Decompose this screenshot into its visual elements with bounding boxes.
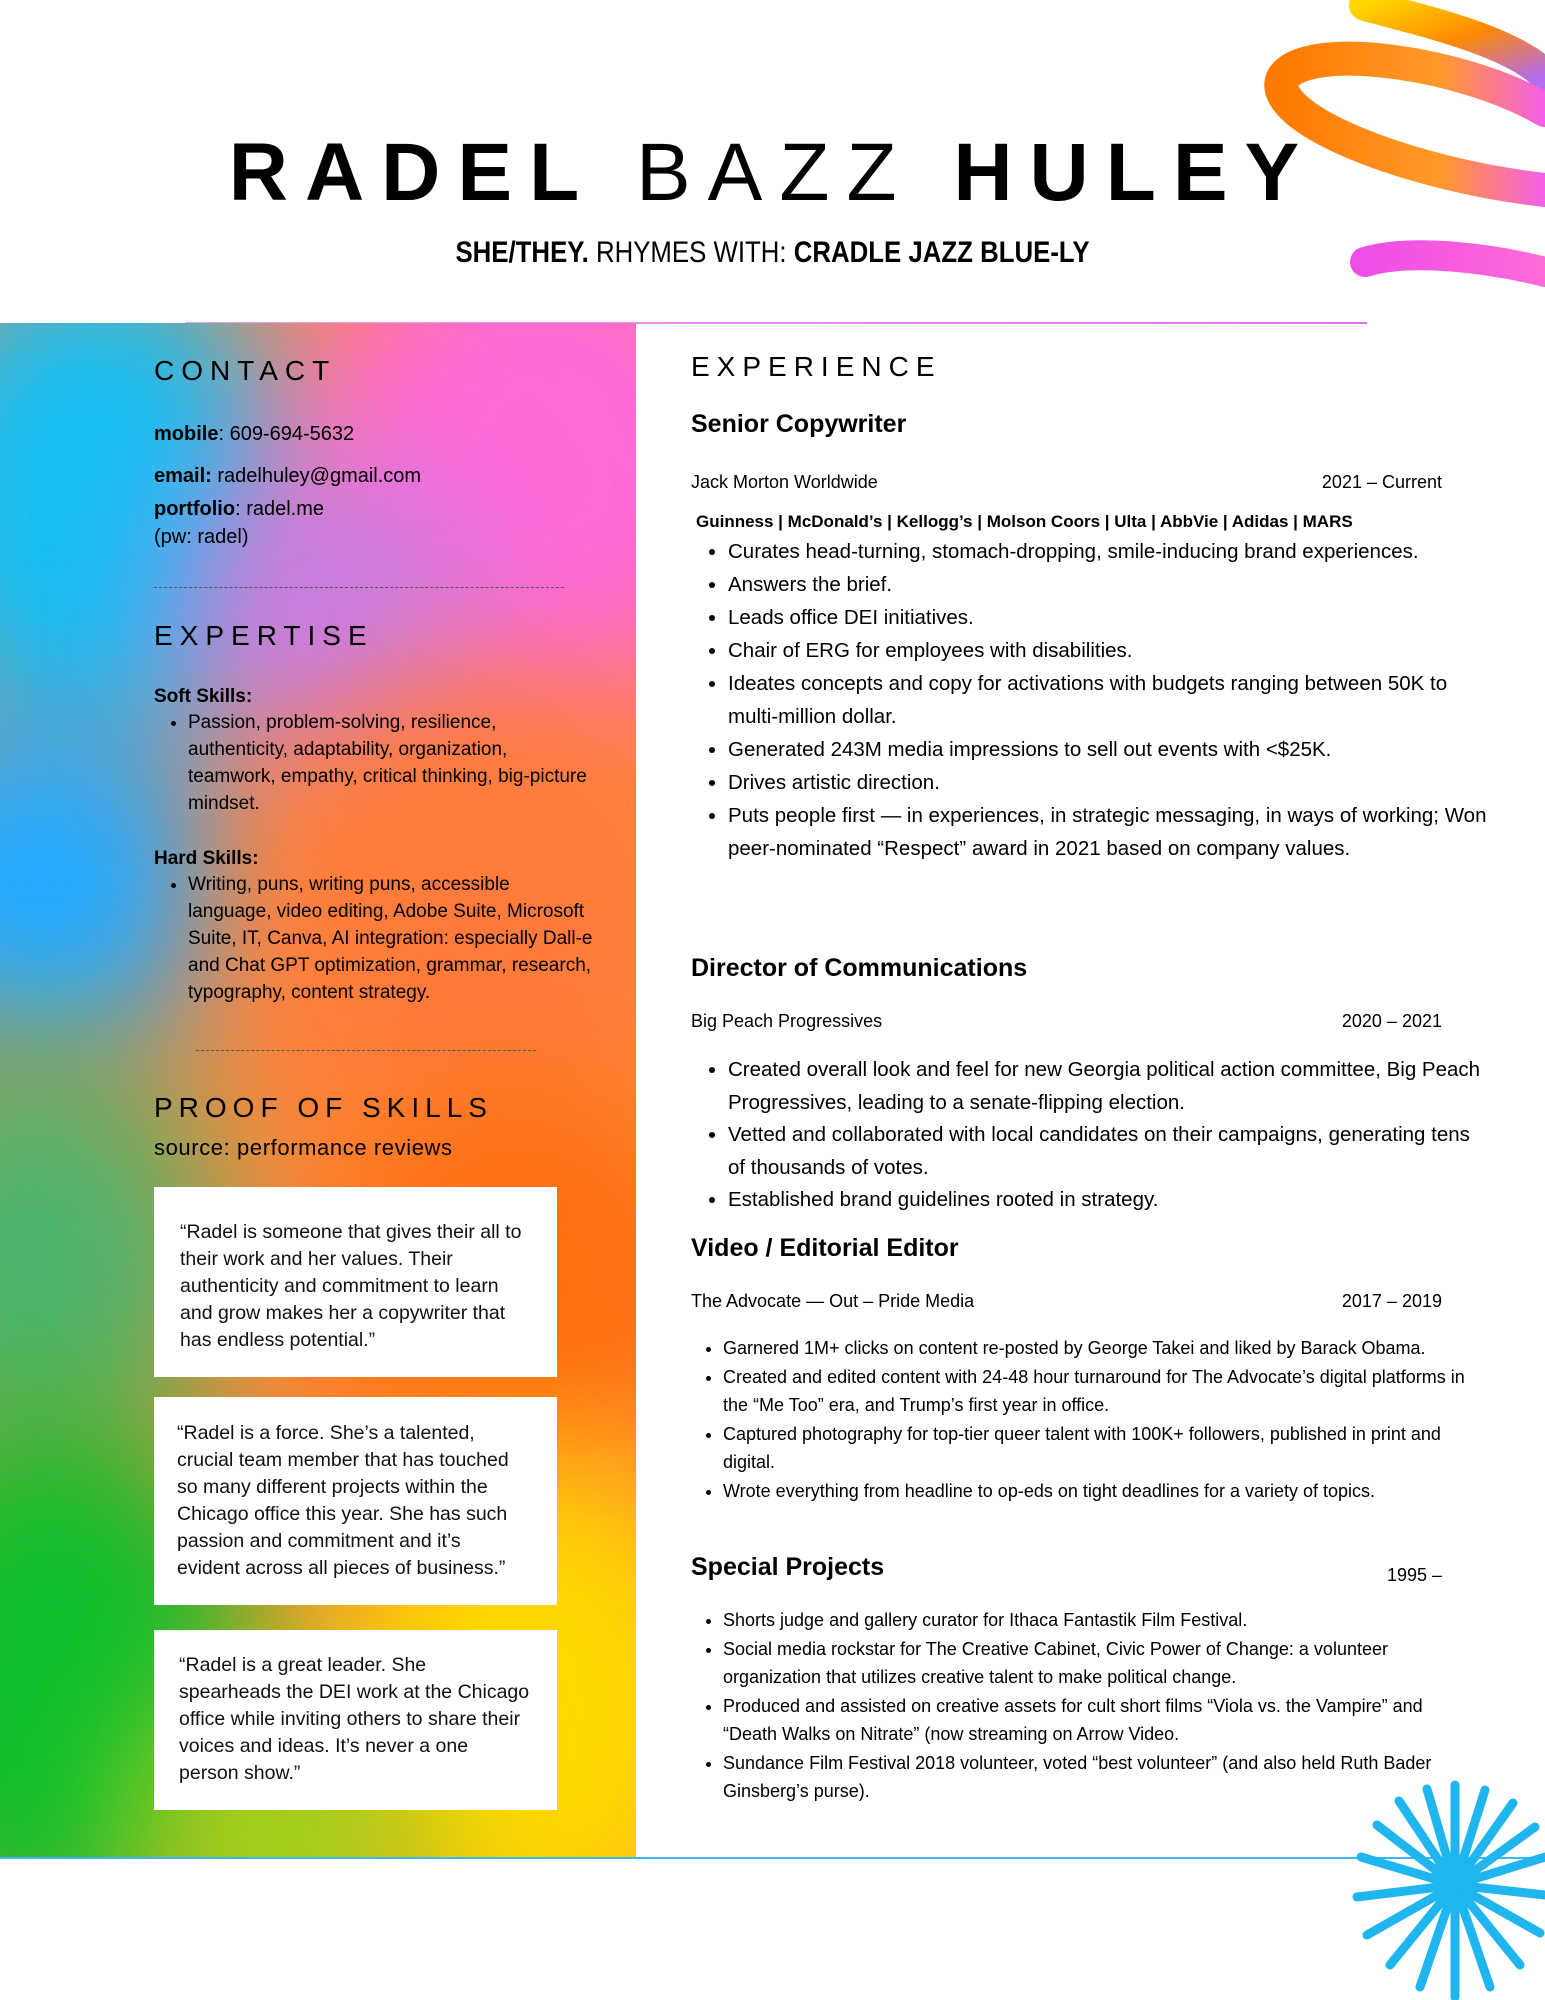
list-item: • Produced and assisted on creative assets for cult short films “Viola vs. the Vampire” and “Death Walks on Nitrate” (now streaming on Arrow Video. [723, 1692, 1478, 1749]
list-item: • Created and edited content with 24-48 hour turnaround for The Advocate’s digital platforms in the “Me Too” era, and Trump’s first year in office. [723, 1363, 1478, 1420]
job-title: Director of Communications [691, 954, 1028, 982]
portfolio-link[interactable]: : radel.me [235, 498, 325, 520]
soft-skills-list [154, 709, 598, 817]
list-item: • Vetted and collaborated with local candidates on their campaigns, generating tens of thousands of votes. [728, 1119, 1488, 1184]
proof-source: source: performance reviews [154, 1135, 453, 1160]
list-item: • Wrote everything from headline to op-eds on tight deadlines for a variety of topics. [723, 1477, 1478, 1506]
last-name: HULEY [953, 127, 1317, 218]
review-quote-1 [154, 1187, 557, 1377]
experience-heading: EXPERIENCE [691, 351, 942, 382]
list-item: • Garnered 1M+ clicks on content re-posted by George Takei and liked by Barack Obama. [723, 1334, 1478, 1363]
review-quote-text: “Radel is a great leader. She spearheads the DEI work at the Chicago office while inviting others to share their voices and ideas. It’s never a one person show.” [179, 1654, 530, 1784]
list-item: • Shorts judge and gallery curator for Ithaca Fantastik Film Festival. [723, 1606, 1478, 1635]
list-item: • Social media rockstar for The Creative Cabinet, Civic Power of Change: a volunteer organization that utilizes creative talent to make political change. [723, 1635, 1478, 1692]
list-item: • Chair of ERG for employees with disabilities. [728, 634, 1488, 667]
starburst-icon [1335, 1765, 1545, 2000]
list-item: • Ideates concepts and copy for activations with budgets ranging between 50K to multi-million dollar. [728, 667, 1488, 733]
list-item: • Sundance Film Festival 2018 volunteer, voted “best volunteer” (and also held Ruth Bader Ginsberg’s purse). [723, 1749, 1478, 1806]
job-bullets [691, 1054, 1488, 1217]
job-title: Special Projects [691, 1553, 885, 1581]
list-item: • Puts people first — in experiences, in strategic messaging, in ways of working; Won peer-nominated “Respect” award in 2021 based on company values. [728, 799, 1488, 865]
list-item: • Established brand guidelines rooted in strategy. [728, 1184, 1488, 1217]
job-company: Jack Morton Worldwide [691, 472, 878, 492]
review-quote-3 [154, 1630, 557, 1810]
mobile-label: mobile [154, 423, 219, 445]
candidate-name [0, 127, 1545, 218]
email-value[interactable]: radelhuley@gmail.com [211, 465, 422, 487]
job-title: Video / Editorial Editor [691, 1234, 959, 1262]
expertise-divider [196, 1050, 536, 1051]
footer-divider [0, 1857, 1545, 1859]
contact-portfolio [154, 496, 324, 523]
review-quote-text: “Radel is someone that gives their all to their work and her values. Their authenticity and commitment to learn and grow makes her a copywriter that has endless potential.” [180, 1221, 522, 1351]
hard-skills-label: Hard Skills: [154, 848, 259, 869]
job-bullets [691, 1334, 1478, 1505]
job-dates: 2017 – 2019 [1341, 1291, 1442, 1311]
list-item: • Drives artistic direction. [728, 766, 1488, 799]
list-item: • Created overall look and feel for new Georgia political action committee, Big Peach Progressives, leading to a senate-flipping election. [728, 1054, 1488, 1119]
contact-email [154, 463, 421, 490]
pronouns-line [108, 236, 1437, 270]
job-clients: Guinness | McDonald’s | Kellogg’s | Molson Coors | Ulta | AbbVie | Adidas | MARS [696, 512, 1353, 531]
email-label: email: [154, 465, 212, 487]
job-company: Big Peach Progressives [691, 1011, 883, 1031]
job-dates: 2020 – 2021 [1341, 1011, 1442, 1031]
middle-name: BAZZ [635, 127, 914, 218]
pronouns: SHE/THEY. [455, 236, 589, 269]
expertise-heading: EXPERTISE [154, 620, 374, 651]
rhymes-value: CRADLE JAZZ BLUE-LY [793, 236, 1090, 269]
job-company: The Advocate — Out – Pride Media [691, 1291, 975, 1311]
contact-heading: CONTACT [154, 355, 337, 386]
contact-mobile [154, 421, 354, 448]
job-dates: 2021 – Current [1321, 472, 1442, 492]
portfolio-password: (pw: radel) [154, 526, 249, 548]
list-item: • Generated 243M media impressions to sell out events with <$25K. [728, 733, 1488, 766]
mobile-value[interactable]: : 609-694-5632 [218, 423, 355, 445]
job-bullets [691, 535, 1488, 865]
proof-heading: PROOF OF SKILLS [154, 1092, 493, 1123]
list-item: • Captured photography for top-tier queer talent with 100K+ followers, published in print and digital. [723, 1420, 1478, 1477]
hard-skills-item: • Writing, puns, writing puns, accessible language, video editing, Adobe Suite, Microsoft Suite, IT, Canva, AI integration: especially Dall-e and Chat GPT optimization, grammar, research, typography, content strategy. [188, 871, 598, 1006]
sidebar-gradient-panel [0, 323, 636, 1857]
job-dates: 1995 – [1386, 1565, 1442, 1585]
hard-skills-list [154, 871, 598, 1006]
first-name: RADEL [228, 127, 597, 218]
rhymes-label: RHYMES WITH: [588, 236, 794, 269]
review-quote-text: “Radel is a force. She’s a talented, crucial team member that has touched so many different projects within the Chicago office this year. She has such passion and commitment and it’s evident across all pieces of business.” [177, 1422, 509, 1579]
soft-skills-label: Soft Skills: [154, 686, 253, 707]
list-item: • Answers the brief. [728, 568, 1488, 601]
contact-divider [154, 587, 564, 588]
list-item: • Curates head-turning, stomach-dropping, smile-inducing brand experiences. [728, 535, 1488, 568]
job-title: Senior Copywriter [691, 410, 907, 438]
list-item: • Leads office DEI initiatives. [728, 601, 1488, 634]
portfolio-label: portfolio [154, 498, 236, 520]
review-quote-2 [154, 1397, 557, 1605]
soft-skills-item: • Passion, problem-solving, resilience, authenticity, adaptability, organization, teamwork, empathy, critical thinking, big-picture mindset. [188, 709, 598, 817]
